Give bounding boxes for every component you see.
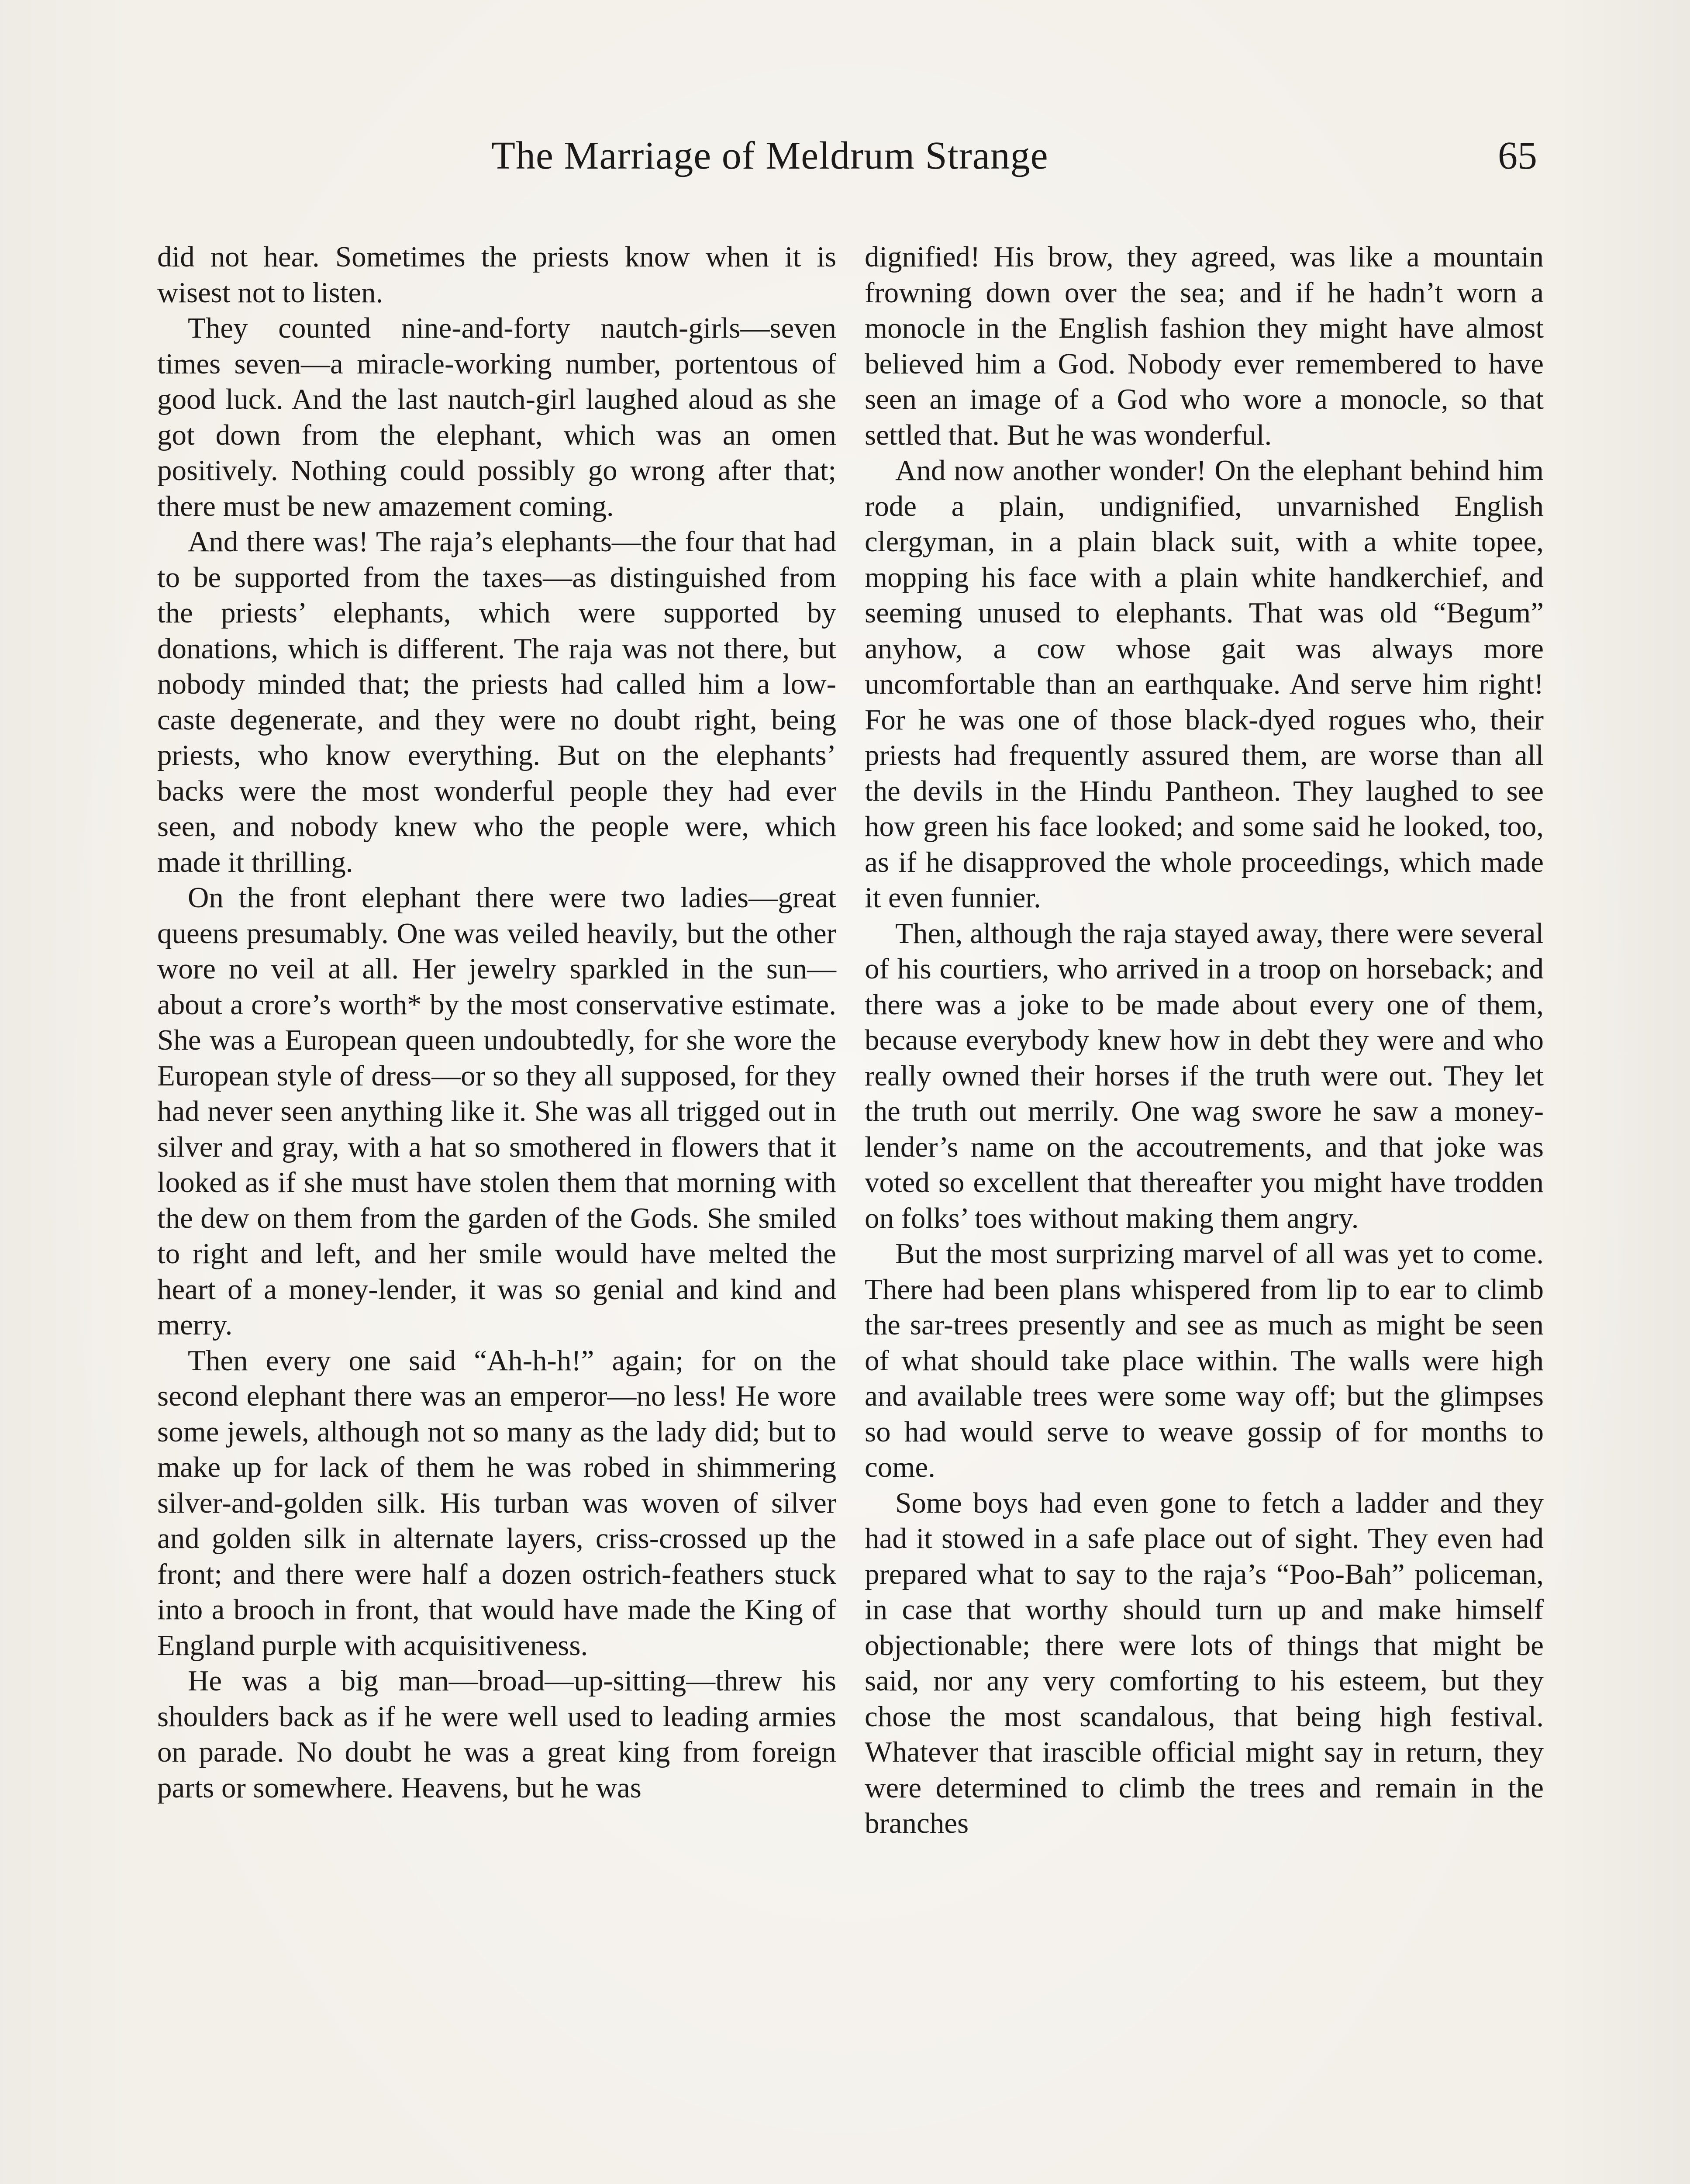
left-paragraph-2: They counted nine-and-forty nautch-girls—seven times seven—a miracle-working number, portentous of good luck. And the last nautch-girl laughed aloud as she got down from the elephant, which was an omen positively. Nothing could possibly go wrong after that; there must be new amazement coming.: [157, 312, 836, 522]
right-text-column: [865, 239, 1544, 1842]
left-paragraph-6: He was a big man—broad—up-sitting—threw his shoulders back as if he were well used to leading armies on parade. No doubt he was a great king from foreign parts or somewhere. Heavens, but he was: [157, 1665, 836, 1804]
left-paragraph-3: And there was! The raja’s elephants—the four that had to be supported from the taxes—as distinguished from the priests’ elephants, which were supported by donations, which is different. The raja was not there, but nobody minded that; the priests had called him a low-caste degenerate, and they were no doubt right, being priests, who know everything. But on the elephants’ backs were the most wonderful people they had ever seen, and nobody knew who the people were, which made it thrilling.: [157, 525, 836, 878]
right-paragraph-4: But the most surprizing marvel of all was yet to come. There had been plans whispered from lip to ear to climb the sar-trees presently and see as much as might be seen of what should take place within. The walls were high and available trees were some way off; but the glimpses so had would serve to weave gossip of for months to come.: [865, 1237, 1544, 1483]
left-paragraph-5: Then every one said “Ah-h-h!” again; for on the second elephant there was an emperor—no less! He wore some jewels, although not so many as the lady did; but to make up for lack of them he was robed in shimmering silver-and-golden silk. His turban was woven of silver and golden silk in alternate layers, criss-crossed up the front; and there were half a dozen ostrich-feathers stuck into a brooch in front, that would have made the King of England purple with acquisitiveness.: [157, 1344, 836, 1662]
left-paragraph-1: did not hear. Sometimes the priests know when it is wisest not to listen.: [157, 241, 836, 309]
right-paragraph-1: dignified! His brow, they agreed, was like a mountain frowning down over the sea; and if he hadn’t worn a monocle in the English fashion they might have almost believed him a God. Nobody ever remembered to have seen an image of a God who wore a monocle, so that settled that. But he was wonderful.: [865, 241, 1544, 451]
page-header: [0, 133, 1690, 199]
right-paragraph-2: And now another wonder! On the elephant behind him rode a plain, undignified, unvarnished English clergyman, in a plain black suit, with a white topee, mopping his face with a plain white handkerchief, and seeming unused to elephants. That was old “Begum” anyhow, a cow whose gait was always more uncomfortable than an earthquake. And serve him right! For he was one of those black-dyed rogues who, their priests had frequently assured them, are worse than all the devils in the Hindu Pantheon. They laughed to see how green his face looked; and some said he looked, too, as if he disapproved the whole proceedings, which made it even funnier.: [865, 454, 1544, 914]
left-text-column: [157, 239, 836, 1806]
right-paragraph-5: Some boys had even gone to fetch a ladder and they had it stowed in a safe place out of sight. They even had prepared what to say to the raja’s “Poo-Bah” policeman, in case that worthy should turn up and make himself objectionable; there were lots of things that might be said, nor any very comforting to his esteem, but they chose the most scandalous, that being high festival. Whatever that irascible official might say in return, they were determined to climb the trees and remain in the branches: [865, 1486, 1544, 1839]
running-title: The Marriage of Meldrum Strange: [491, 134, 1048, 177]
left-paragraph-4: On the front elephant there were two ladies—great queens presumably. One was veiled heavily, but the other wore no veil at all. Her jewelry sparkled in the sun—about a crore’s worth* by the most conservative estimate. She was a European queen undoubtedly, for she wore the European style of dress—or so they all supposed, for they had never seen anything like it. She was all trigged out in silver and gray, with a hat so smothered in flowers that it looked as if she must have stolen them that morning with the dew on them from the garden of the Gods. She smiled to right and left, and her smile would have melted the heart of a money-lender, it was so genial and kind and merry.: [157, 881, 836, 1341]
right-paragraph-3: Then, although the raja stayed away, there were several of his courtiers, who arrived in a troop on horseback; and there was a joke to be made about every one of them, because everybody knew how in debt they were and who really owned their horses if the truth were out. They let the truth out merrily. One wag swore he saw a money-lender’s name on the accoutrements, and that joke was voted so excellent that thereafter you might have trodden on folks’ toes without making them angry.: [865, 917, 1544, 1234]
page-number: 65: [1498, 134, 1537, 177]
